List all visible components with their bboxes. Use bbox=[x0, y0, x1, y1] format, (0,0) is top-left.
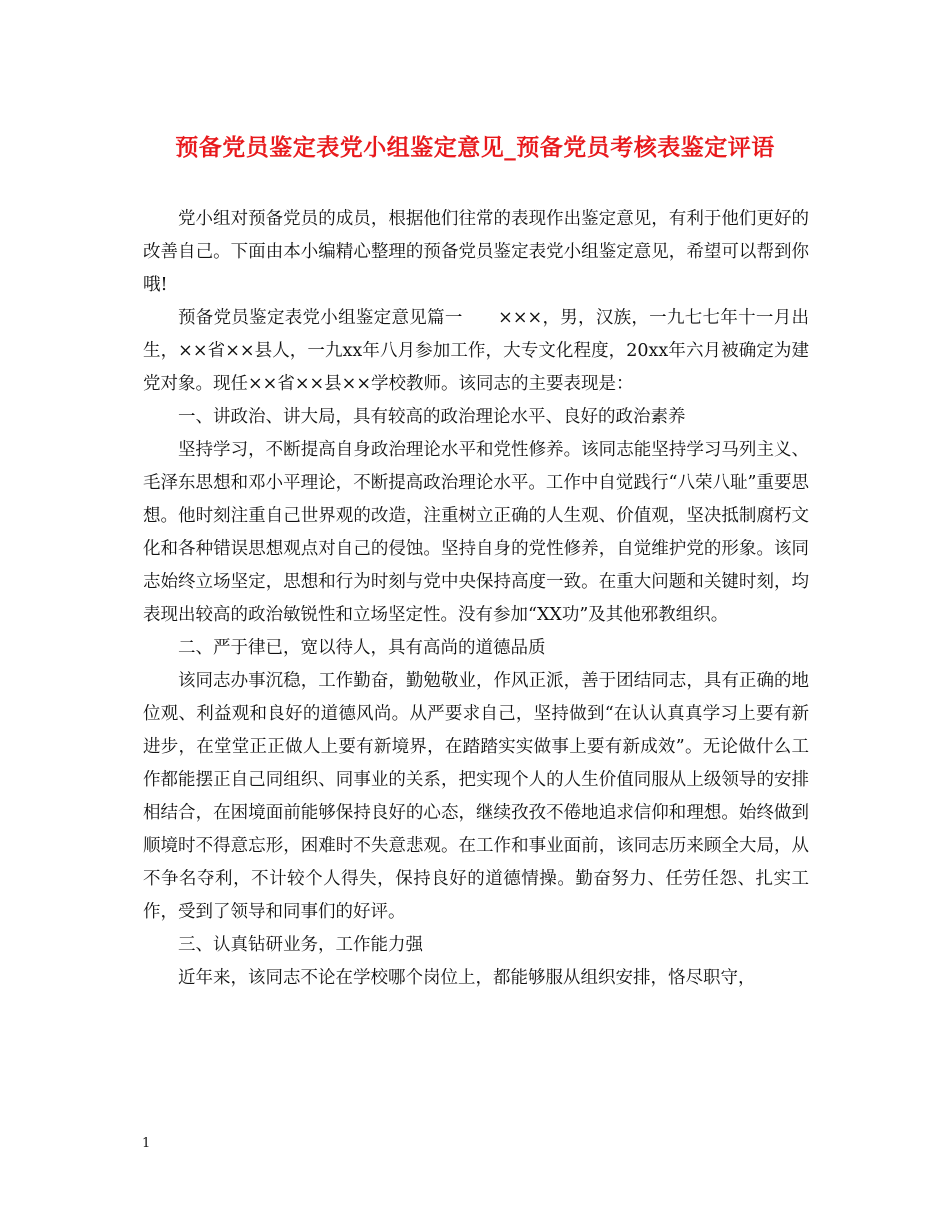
page-number: 1 bbox=[142, 1136, 151, 1151]
document-body bbox=[143, 203, 809, 995]
section-heading-3: 三、认真钻研业务，工作能力强 bbox=[178, 935, 423, 955]
section-heading-1: 一、讲政治、讲大局，具有较高的政治理论水平、良好的政治素养 bbox=[178, 407, 686, 427]
document-title: 预备党员鉴定表党小组鉴定意见_预备党员考核表鉴定评语 bbox=[175, 134, 775, 161]
paragraph-work: 近年来，该同志不论在学校哪个岗位上，都能够服从组织安排，恪尽职守， bbox=[178, 968, 756, 988]
paragraph-profile: 预备党员鉴定表党小组鉴定意见篇一 ×××，男，汉族，一九七七年十一月出生，××省××县人，一九xx年八月参加工作，大专文化程度，20xx年六月被确定为建党对象。现任××省××县××学校教师。该同志的主要表现是： bbox=[143, 308, 809, 394]
paragraph-intro: 党小组对预备党员的成员，根据他们往常的表现作出鉴定意见，有利于他们更好的改善自己。下面由本小编精心整理的预备党员鉴定表党小组鉴定意见，希望可以帮到你哦! bbox=[143, 209, 809, 295]
section-heading-2: 二、严于律已，宽以待人，具有高尚的道德品质 bbox=[178, 638, 546, 658]
paragraph-morality: 该同志办事沉稳，工作勤奋，勤勉敬业，作风正派，善于团结同志，具有正确的地位观、利益观和良好的道德风尚。从严要求自己，坚持做到“在认认真真学习上要有新进步，在堂堂正正做人上要有新境界，在踏踏实实做事上要有新成效”。无论做什么工作都能摆正自己同组织、同事业的关系，把实现个人的人生价值同服从上级领导的安排相结合，在困境面前能够保持良好的心态，继续孜孜不倦地追求信仰和理想。始终做到顺境时不得意忘形，困难时不失意悲观。在工作和事业面前，该同志历来顾全大局，从不争名夺利，不计较个人得失，保持良好的道德情操。勤奋努力、任劳任怨、扎实工作，受到了领导和同事们的好评。 bbox=[143, 671, 809, 922]
paragraph-politics: 坚持学习，不断提高自身政治理论水平和党性修养。该同志能坚持学习马列主义、毛泽东思想和邓小平理论，不断提高政治理论水平。工作中自觉践行“八荣八耻”重要思想。他时刻注重自己世界观的改造，注重树立正确的人生观、价值观，坚决抵制腐朽文化和各种错误思想观点对自己的侵蚀。坚持自身的党性修养，自觉维护党的形象。该同志始终立场坚定，思想和行为时刻与党中央保持高度一致。在重大问题和关键时刻，均表现出较高的政治敏锐性和立场坚定性。没有参加“XX功”及其他邪教组织。 bbox=[143, 440, 809, 625]
